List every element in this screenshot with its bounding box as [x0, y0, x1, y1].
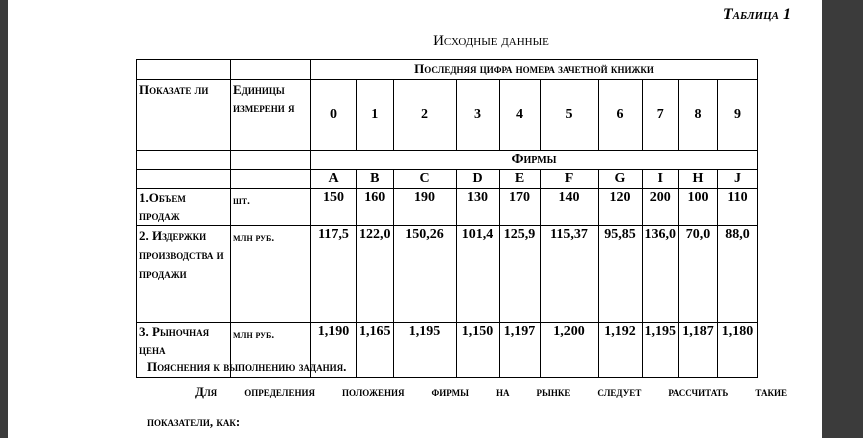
- table-cell: 150: [311, 189, 357, 226]
- firm-header-cell: I: [642, 170, 679, 189]
- digit-header-cell: 3: [456, 80, 499, 151]
- indicators-header: Показате ли: [137, 80, 231, 151]
- firms-header-title: Фирмы: [311, 151, 758, 170]
- row-unit: шт.: [231, 189, 311, 226]
- row-unit: млн руб.: [231, 226, 311, 323]
- table-cell: 122,0: [357, 226, 394, 323]
- firm-header-cell: J: [718, 170, 758, 189]
- firm-header-cell: F: [540, 170, 598, 189]
- header-cell-empty: [137, 170, 231, 189]
- header-cell-empty: [231, 170, 311, 189]
- firm-header-cell: C: [393, 170, 456, 189]
- table-cell: 70,0: [679, 226, 718, 323]
- firm-header-cell: G: [598, 170, 642, 189]
- header-row-digits: [137, 80, 758, 151]
- table-cell: 1,190: [311, 323, 357, 378]
- table-cell: 125,9: [499, 226, 540, 323]
- firm-header-cell: H: [679, 170, 718, 189]
- header-cell-empty: [137, 151, 231, 170]
- table-cell: 190: [393, 189, 456, 226]
- paragraph-line-2: показатели, как:: [147, 414, 241, 429]
- firm-header-cell: B: [357, 170, 394, 189]
- header-row-digit-title: [137, 60, 758, 80]
- source-data-table: [136, 59, 758, 378]
- table-cell: 1,150: [456, 323, 499, 378]
- right-dark-margin: [822, 0, 863, 438]
- table-cell: 1,197: [499, 323, 540, 378]
- table-cell: 1,200: [540, 323, 598, 378]
- table-cell: 136,0: [642, 226, 679, 323]
- table-row: [137, 226, 758, 323]
- table-cell: 140: [540, 189, 598, 226]
- header-cell-empty: [137, 60, 231, 80]
- row-label: 3. Рыночная цена: [137, 323, 231, 378]
- firm-header-cell: A: [311, 170, 357, 189]
- table-cell: 1,195: [393, 323, 456, 378]
- digit-header-cell: 6: [598, 80, 642, 151]
- firm-header-cell: E: [499, 170, 540, 189]
- row-label: 2. Издержки производства и продажи: [137, 226, 231, 323]
- table-cell: 1,187: [679, 323, 718, 378]
- notes-title: Пояснения к выполнению задания.: [147, 359, 347, 374]
- table-cell: 1,180: [718, 323, 758, 378]
- digit-header-cell: 1: [357, 80, 394, 151]
- table-cell: 1,192: [598, 323, 642, 378]
- header-row-firms-title: [137, 151, 758, 170]
- units-header: Единицы измерени я: [231, 80, 311, 151]
- digit-header-cell: 8: [679, 80, 718, 151]
- table-row: [137, 189, 758, 226]
- row-unit: млн руб.: [231, 323, 311, 378]
- table-cell: 120: [598, 189, 642, 226]
- table-cell: 1,165: [357, 323, 394, 378]
- digit-header-cell: 9: [718, 80, 758, 151]
- table-cell: 100: [679, 189, 718, 226]
- digit-header-cell: 2: [393, 80, 456, 151]
- digit-header-cell: 0: [311, 80, 357, 151]
- row-label: 1.Объем продаж: [137, 189, 231, 226]
- table-cell: 150,26: [393, 226, 456, 323]
- table-cell: 110: [718, 189, 758, 226]
- table-cell: 115,37: [540, 226, 598, 323]
- digit-header-cell: 7: [642, 80, 679, 151]
- table-cell: 117,5: [311, 226, 357, 323]
- table-cell: 101,4: [456, 226, 499, 323]
- firm-header-cell: D: [456, 170, 499, 189]
- table-cell: 1,195: [642, 323, 679, 378]
- table-cell: 160: [357, 189, 394, 226]
- table-cell: 130: [456, 189, 499, 226]
- header-cell-empty: [231, 60, 311, 80]
- table-cell: 170: [499, 189, 540, 226]
- digit-header-cell: 4: [499, 80, 540, 151]
- table-cell: 88,0: [718, 226, 758, 323]
- table-caption: Исходные данные: [433, 33, 549, 49]
- table-number: Таблица 1: [722, 6, 791, 23]
- table-cell: 95,85: [598, 226, 642, 323]
- header-cell-empty: [231, 151, 311, 170]
- paragraph-line-1: Для определения положения фирмы на рынке следует рассчитать такие: [195, 384, 787, 399]
- header-row-firms: [137, 170, 758, 189]
- table-cell: 200: [642, 189, 679, 226]
- digit-header-title: Последняя цифра номера зачетной книжки: [311, 60, 758, 80]
- left-dark-margin: [0, 0, 8, 438]
- digit-header-cell: 5: [540, 80, 598, 151]
